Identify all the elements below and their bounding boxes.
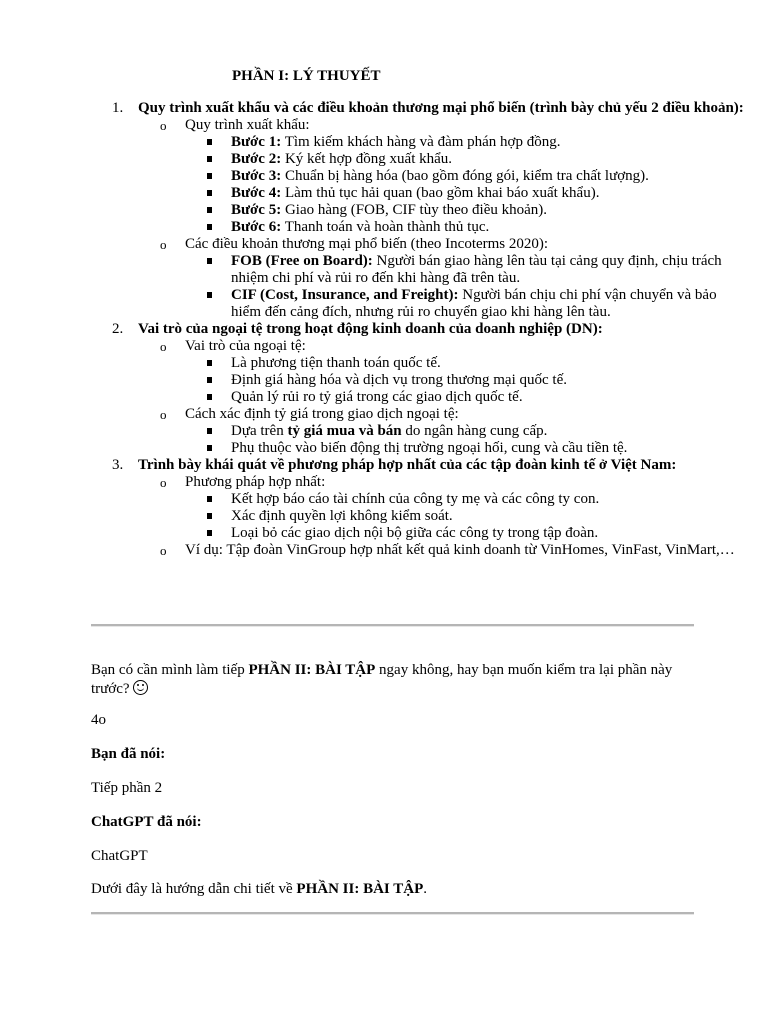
- detail-text-pre: Dựa trên: [231, 423, 288, 439]
- circle-bullet-icon: o: [160, 339, 167, 354]
- square-bullet-icon: [207, 292, 212, 298]
- detail-item: [231, 372, 744, 389]
- detail-list: [185, 134, 744, 236]
- detail-text: Người bán chịu chi phí vận chuyển và bảo hiểm đến cảng đích, nhưng rủi ro chuyển giao khi hàng lên tàu.: [231, 287, 717, 320]
- detail-text: Giao hàng (FOB, CIF tùy theo điều khoản).: [281, 202, 548, 218]
- detail-item: [231, 389, 744, 406]
- detail-list: [185, 491, 744, 542]
- square-bullet-icon: [207, 360, 212, 366]
- detail-item: [231, 423, 744, 440]
- detail-item: [231, 253, 744, 287]
- circle-bullet-icon: o: [160, 407, 167, 422]
- detail-text: Kết hợp báo cáo tài chính của công ty mẹ và các công ty con.: [231, 491, 600, 507]
- subsection-line: [185, 542, 744, 559]
- subsection-line: [185, 338, 744, 355]
- detail-label: Bước 5:: [231, 202, 282, 218]
- subsection-item: [160, 117, 744, 236]
- detail-item: [231, 202, 744, 219]
- detail-item: [231, 508, 744, 525]
- section-number: 1.: [112, 100, 124, 116]
- subsection-item: [160, 542, 744, 559]
- square-bullet-icon: [207, 513, 212, 519]
- detail-item: [231, 151, 744, 168]
- divider: [91, 624, 694, 627]
- detail-text: Chuẩn bị hàng hóa (bao gồm đóng gói, kiểm tra chất lượng).: [281, 168, 649, 184]
- detail-text: Xác định quyền lợi không kiểm soát.: [231, 508, 453, 524]
- detail-label: tỷ giá mua và bán: [287, 423, 402, 439]
- subsection-heading: Phương pháp hợp nhất:: [185, 474, 326, 490]
- subsection-item: [160, 406, 744, 457]
- detail-item: [231, 525, 744, 542]
- circle-bullet-icon: o: [160, 237, 167, 252]
- intro-text-end: .: [423, 881, 427, 897]
- question-text-bold: PHẦN II: BÀI TẬP: [248, 662, 376, 678]
- detail-item: [231, 185, 744, 202]
- square-bullet-icon: [207, 394, 212, 400]
- subsection-item: [160, 236, 744, 321]
- section-heading: Quy trình xuất khẩu và các điều khoản thương mại phổ biến (trình bày chủ yếu 2 điều khoản):: [138, 100, 744, 116]
- user-label: Bạn đã nói:: [91, 746, 166, 762]
- square-bullet-icon: [207, 445, 212, 451]
- subsection-line: [185, 474, 744, 491]
- section-item: [112, 321, 744, 457]
- detail-item: [231, 134, 744, 151]
- theory-list: [90, 100, 744, 559]
- detail-item: [231, 287, 744, 321]
- detail-text: Loại bỏ các giao dịch nội bộ giữa các công ty trong tập đoàn.: [231, 525, 599, 541]
- detail-text: Phụ thuộc vào biến động thị trường ngoại hối, cung và cầu tiền tệ.: [231, 440, 628, 456]
- circle-bullet-icon: o: [160, 543, 167, 558]
- detail-label: Bước 2:: [231, 151, 282, 167]
- detail-label: Bước 3:: [231, 168, 282, 184]
- bot-label: ChatGPT đã nói:: [91, 814, 202, 830]
- square-bullet-icon: [207, 428, 212, 434]
- section-number: 3.: [112, 457, 124, 473]
- subsection-item: [160, 338, 744, 406]
- subsection-heading: Quy trình xuất khẩu:: [185, 117, 310, 133]
- square-bullet-icon: [207, 224, 212, 230]
- detail-item: [231, 355, 744, 372]
- detail-list: [185, 253, 744, 321]
- detail-text: Là phương tiện thanh toán quốc tế.: [231, 355, 441, 371]
- square-bullet-icon: [207, 258, 212, 264]
- subsection-list: [138, 117, 744, 321]
- divider: [91, 912, 694, 915]
- detail-item: [231, 440, 744, 457]
- question-text-end: ngay không, hay bạn muốn kiểm tra lại phần này trước?: [91, 662, 673, 697]
- square-bullet-icon: [207, 207, 212, 213]
- intro-text-bold: PHẦN II: BÀI TẬP: [296, 881, 424, 897]
- subsection-tail: Tập đoàn VinGroup hợp nhất kết quả kinh doanh từ VinHomes, VinFast, VinMart,…: [222, 542, 735, 558]
- detail-label: CIF (Cost, Insurance, and Freight):: [231, 287, 459, 303]
- detail-label: FOB (Free on Board):: [231, 253, 373, 269]
- circle-bullet-icon: o: [160, 118, 167, 133]
- detail-item: [231, 491, 744, 508]
- square-bullet-icon: [207, 377, 212, 383]
- page-title: PHẦN I: LÝ THUYẾT: [232, 68, 381, 84]
- subsection-list: [138, 474, 744, 559]
- detail-list: [185, 423, 744, 457]
- detail-text: Ký kết hợp đồng xuất khẩu.: [281, 151, 453, 167]
- detail-list: [185, 355, 744, 406]
- detail-text: Quản lý rủi ro tỷ giá trong các giao dịch quốc tế.: [231, 389, 523, 405]
- circle-bullet-icon: o: [160, 475, 167, 490]
- section-item: [112, 100, 744, 321]
- detail-text: Người bán giao hàng lên tàu tại cảng quy định, chịu trách nhiệm chi phí và rủi ro đến khi hàng đã trên tàu.: [231, 253, 722, 286]
- subsection-heading: Vai trò của ngoại tệ:: [185, 338, 306, 354]
- square-bullet-icon: [207, 530, 212, 536]
- subsection-heading: Cách xác định tỷ giá trong giao dịch ngoại tệ:: [185, 406, 459, 422]
- section-number: 2.: [112, 321, 124, 337]
- question-text-start: Bạn có cần mình làm tiếp: [91, 662, 249, 678]
- subsection-line: [185, 406, 744, 423]
- smiley-icon: [133, 680, 148, 695]
- square-bullet-icon: [207, 190, 212, 196]
- detail-text: Định giá hàng hóa và dịch vụ trong thương mại quốc tế.: [231, 372, 567, 388]
- intro-text-start: Dưới đây là hướng dẫn chi tiết về: [91, 881, 297, 897]
- detail-item: [231, 219, 744, 236]
- model-tag: 4o: [91, 712, 106, 728]
- square-bullet-icon: [207, 156, 212, 162]
- subsection-heading: Các điều khoản thương mại phổ biến (theo Incoterms 2020):: [185, 236, 549, 252]
- square-bullet-icon: [207, 496, 212, 502]
- detail-text: Tìm kiếm khách hàng và đàm phán hợp đồng.: [281, 134, 561, 150]
- intro-paragraph: [91, 880, 701, 899]
- user-message: Tiếp phần 2: [91, 780, 163, 796]
- section-heading: Vai trò của ngoại tệ trong hoạt động kinh doanh của doanh nghiệp (DN):: [138, 321, 603, 337]
- subsection-item: [160, 474, 744, 542]
- subsection-line: [185, 236, 744, 253]
- detail-text: Thanh toán và hoàn thành thủ tục.: [281, 219, 490, 235]
- detail-label: Bước 4:: [231, 185, 282, 201]
- subsection-heading: Ví dụ:: [185, 542, 223, 558]
- question-paragraph: [91, 661, 701, 699]
- detail-label: Bước 1:: [231, 134, 282, 150]
- subsection-line: [185, 117, 744, 134]
- section-item: [112, 457, 744, 559]
- square-bullet-icon: [207, 173, 212, 179]
- detail-label: Bước 6:: [231, 219, 282, 235]
- bot-name: ChatGPT: [91, 848, 148, 864]
- subsection-list: [138, 338, 744, 457]
- detail-item: [231, 168, 744, 185]
- section-heading: Trình bày khái quát về phương pháp hợp nhất của các tập đoàn kinh tế ở Việt Nam:: [138, 457, 677, 473]
- detail-text: do ngân hàng cung cấp.: [401, 423, 548, 439]
- square-bullet-icon: [207, 139, 212, 145]
- detail-text: Làm thủ tục hải quan (bao gồm khai báo xuất khẩu).: [281, 185, 600, 201]
